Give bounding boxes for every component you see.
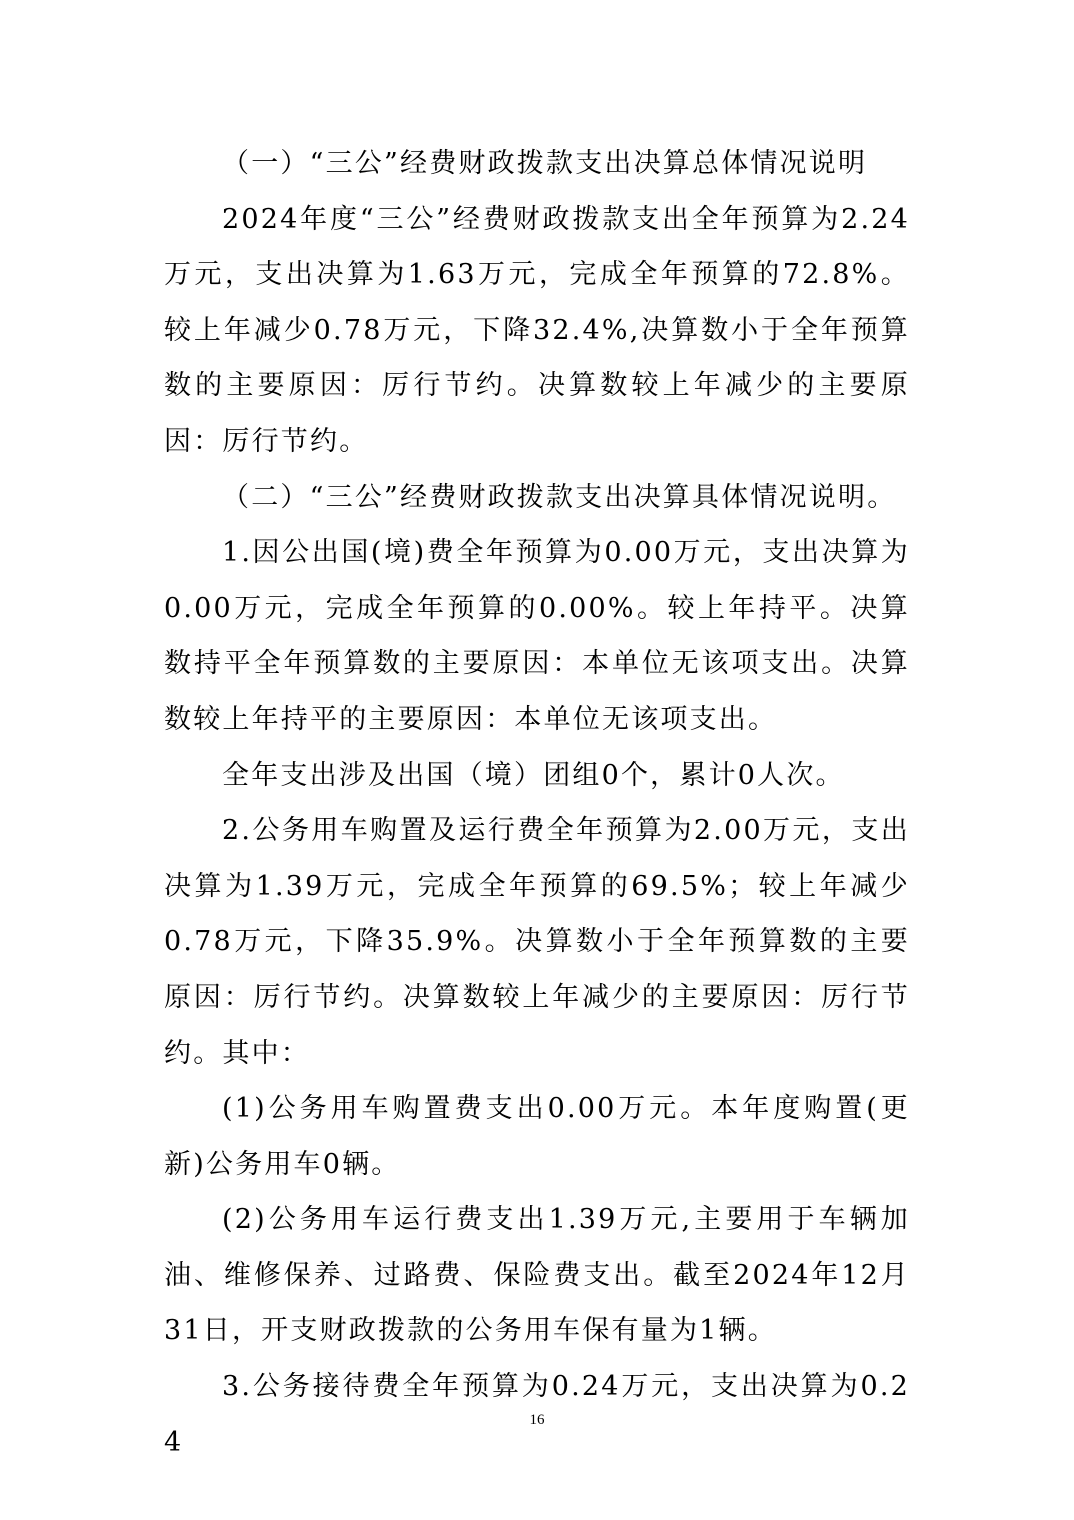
paragraph-overseas-travel: 1.因公出国(境)费全年预算为0.00万元，支出决算为0.00万元，完成全年预算的0.00%。较上年持平。决算数持平全年预算数的主要原因：本单位无该项支出。决算数较上年持平的主要原因：本单位无该项支出。	[164, 537, 910, 735]
paragraph-overall-summary: 2024年度“三公”经费财政拨款支出全年预算为2.24万元，支出决算为1.63万元，完成全年预算的72.8%。较上年减少0.78万元，下降32.4%,决算数小于全年预算数的主要原因：厉行节约。决算数较上年减少的主要原因：厉行节约。	[164, 203, 910, 457]
section-heading-overall: （一）“三公”经费财政拨款支出决算总体情况说明	[222, 148, 868, 179]
paragraph-vehicle-operation: (2)公务用车运行费支出1.39万元,主要用于车辆加油、维修保养、过路费、保险费支出。截至2024年12月31日，开支财政拨款的公务用车保有量为1辆。	[164, 1204, 910, 1347]
section-heading-details: （二）“三公”经费财政拨款支出决算具体情况说明。	[222, 481, 897, 513]
paragraph-reception: 3.公务接待费全年预算为0.24万元，支出决算为0.24	[164, 1371, 910, 1458]
paragraph-vehicle-costs: 2.公务用车购置及运行费全年预算为2.00万元，支出决算为1.39万元，完成全年预算的69.5%；较上年减少0.78万元，下降35.9%。决算数小于全年预算数的主要原因：厉行节约。决算数较上年减少的主要原因：厉行节约。其中：	[164, 815, 910, 1069]
paragraph-overseas-groups: 全年支出涉及出国（境）团组0个，累计0人次。	[222, 759, 845, 791]
document-body	[164, 136, 910, 1470]
paragraph-vehicle-purchase: (1)公务用车购置费支出0.00万元。本年度购置(更新)公务用车0辆。	[164, 1093, 910, 1180]
page-number: 16	[529, 1412, 545, 1428]
